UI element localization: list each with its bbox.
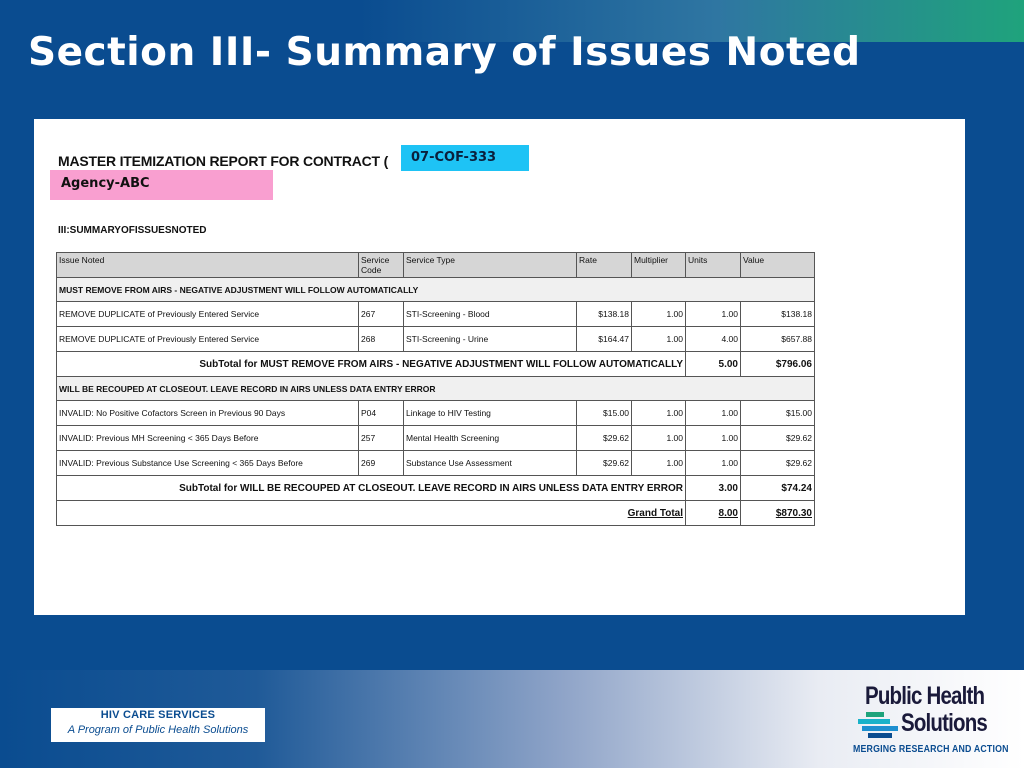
code-cell: 269 bbox=[359, 451, 404, 476]
subtotal-units: 5.00 bbox=[686, 352, 741, 377]
type-cell: STI-Screening - Blood bbox=[404, 302, 577, 327]
multiplier-cell: 1.00 bbox=[632, 401, 686, 426]
type-cell: Linkage to HIV Testing bbox=[404, 401, 577, 426]
code-cell: P04 bbox=[359, 401, 404, 426]
logo-tagline: MERGING RESEARCH AND ACTION bbox=[853, 744, 1009, 755]
type-cell: Substance Use Assessment bbox=[404, 451, 577, 476]
units-cell: 1.00 bbox=[686, 451, 741, 476]
group-heading-row bbox=[57, 377, 815, 401]
grand-total-row bbox=[57, 501, 815, 526]
grand-total-value-cell bbox=[741, 501, 815, 526]
agency-tag: Agency-ABC bbox=[50, 170, 273, 200]
units-cell: 1.00 bbox=[686, 426, 741, 451]
rate-cell: $138.18 bbox=[577, 302, 632, 327]
subtotal-units: 3.00 bbox=[686, 476, 741, 501]
issue-cell: INVALID: No Positive Cofactors Screen in Previous 90 Days bbox=[57, 401, 359, 426]
report-title: MASTER ITEMIZATION REPORT FOR CONTRACT ( bbox=[58, 153, 389, 169]
value-cell: $15.00 bbox=[741, 401, 815, 426]
issue-cell: INVALID: Previous MH Screening < 365 Days Before bbox=[57, 426, 359, 451]
logo-stripes-icon bbox=[858, 712, 900, 740]
table-row bbox=[57, 302, 815, 327]
multiplier-cell: 1.00 bbox=[632, 451, 686, 476]
subtotal-value: $74.24 bbox=[741, 476, 815, 501]
type-cell: STI-Screening - Urine bbox=[404, 327, 577, 352]
grand-total-units-cell bbox=[686, 501, 741, 526]
grand-total-value: $870.30 bbox=[775, 507, 812, 519]
grand-total-units: 8.00 bbox=[718, 507, 738, 519]
subtotal-label: SubTotal for WILL BE RECOUPED AT CLOSEOUT. LEAVE RECORD IN AIRS UNLESS DATA ENTRY ERROR bbox=[57, 476, 686, 501]
rate-cell: $29.62 bbox=[577, 426, 632, 451]
subtotal-label: SubTotal for MUST REMOVE FROM AIRS - NEGATIVE ADJUSTMENT WILL FOLLOW AUTOMATICALLY bbox=[57, 352, 686, 377]
code-cell: 268 bbox=[359, 327, 404, 352]
type-cell: Mental Health Screening bbox=[404, 426, 577, 451]
subtotal-row bbox=[57, 476, 815, 501]
issue-cell: INVALID: Previous Substance Use Screening < 365 Days Before bbox=[57, 451, 359, 476]
multiplier-cell: 1.00 bbox=[632, 302, 686, 327]
report-panel bbox=[34, 119, 965, 615]
col-units: Units bbox=[686, 253, 741, 278]
rate-cell: $15.00 bbox=[577, 401, 632, 426]
rate-cell: $164.47 bbox=[577, 327, 632, 352]
contract-number-tag: 07-COF-333 bbox=[401, 145, 529, 171]
issue-cell: REMOVE DUPLICATE of Previously Entered Service bbox=[57, 327, 359, 352]
issue-cell: REMOVE DUPLICATE of Previously Entered Service bbox=[57, 302, 359, 327]
units-cell: 1.00 bbox=[686, 302, 741, 327]
group-heading-row bbox=[57, 278, 815, 302]
col-service-type: Service Type bbox=[404, 253, 577, 278]
table-header-row bbox=[57, 253, 815, 278]
col-issue-noted: Issue Noted bbox=[57, 253, 359, 278]
value-cell: $138.18 bbox=[741, 302, 815, 327]
section-code: III:SUMMARYOFISSUESNOTED bbox=[58, 225, 207, 236]
issues-table bbox=[56, 252, 815, 526]
col-multiplier: Multiplier bbox=[632, 253, 686, 278]
hiv-title: HIV CARE SERVICES bbox=[100, 709, 216, 721]
multiplier-cell: 1.00 bbox=[632, 426, 686, 451]
code-cell: 267 bbox=[359, 302, 404, 327]
table-row bbox=[57, 327, 815, 352]
col-value: Value bbox=[741, 253, 815, 278]
subtotal-value: $796.06 bbox=[741, 352, 815, 377]
hiv-subtitle: A Program of Public Health Solutions bbox=[67, 724, 249, 736]
group-heading: WILL BE RECOUPED AT CLOSEOUT. LEAVE RECORD IN AIRS UNLESS DATA ENTRY ERROR bbox=[57, 377, 815, 401]
grand-total-label-cell bbox=[57, 501, 686, 526]
hiv-care-services-badge bbox=[51, 708, 265, 742]
logo-line-2: Solutions bbox=[901, 709, 988, 737]
col-rate: Rate bbox=[577, 253, 632, 278]
table-row bbox=[57, 451, 815, 476]
units-cell: 4.00 bbox=[686, 327, 741, 352]
public-health-solutions-logo bbox=[852, 680, 1012, 760]
slide-title: Section III- Summary of Issues Noted bbox=[28, 30, 861, 75]
rate-cell: $29.62 bbox=[577, 451, 632, 476]
col-service-code: Service Code bbox=[359, 253, 404, 278]
table-row bbox=[57, 426, 815, 451]
value-cell: $29.62 bbox=[741, 426, 815, 451]
logo-line-1: Public Health bbox=[865, 682, 985, 710]
table-row bbox=[57, 401, 815, 426]
subtotal-row bbox=[57, 352, 815, 377]
group-heading: MUST REMOVE FROM AIRS - NEGATIVE ADJUSTMENT WILL FOLLOW AUTOMATICALLY bbox=[57, 278, 815, 302]
value-cell: $29.62 bbox=[741, 451, 815, 476]
code-cell: 257 bbox=[359, 426, 404, 451]
grand-total-label: Grand Total bbox=[627, 507, 683, 519]
value-cell: $657.88 bbox=[741, 327, 815, 352]
units-cell: 1.00 bbox=[686, 401, 741, 426]
multiplier-cell: 1.00 bbox=[632, 327, 686, 352]
